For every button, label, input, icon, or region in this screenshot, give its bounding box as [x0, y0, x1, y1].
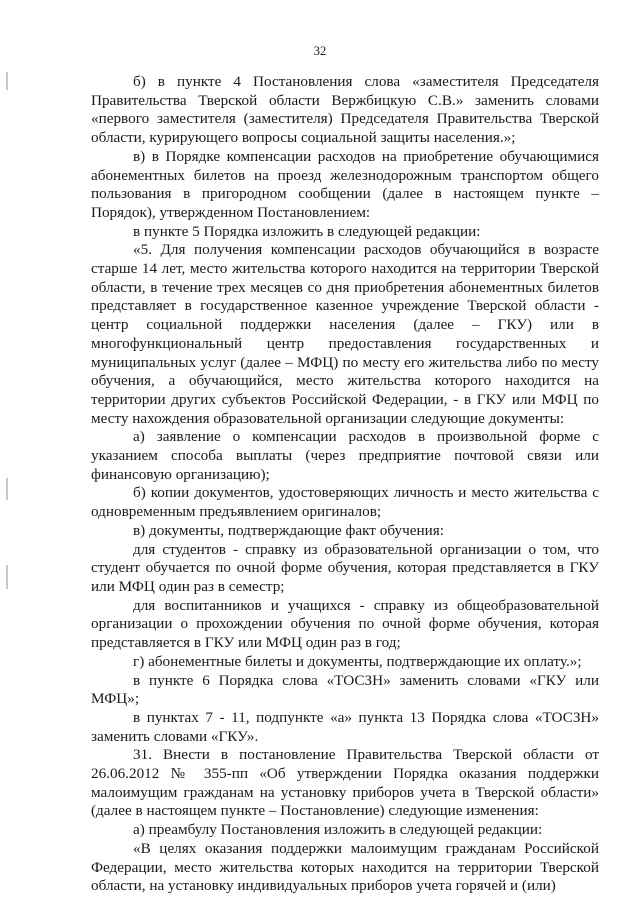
- paragraph: а) преамбулу Постановления изложить в следующей редакции:: [133, 821, 543, 839]
- paragraph: в пунктах 7 - 11, подпункте «а» пункта 13 Порядка слова «ТОСЗН» заменить словами «ГКУ».: [91, 708, 599, 745]
- margin-mark: [6, 72, 8, 90]
- page-number: 32: [313, 44, 327, 58]
- paragraph: а) заявление о компенсации расходов в произвольной форме с указанием способа выплаты (через предприятие почтовой связи или финансовую организацию);: [91, 428, 599, 483]
- paragraph: для воспитанников и учащихся - справку из общеобразовательной организации о прохождении обучения по очной форме обучения, которая представляется в ГКУ или МФЦ один раз в год;: [91, 596, 599, 652]
- margin-mark: [6, 565, 8, 589]
- paragraph: «В целях оказания поддержки малоимущим гражданам Российской Федерации, место жительства которых находится на территории Тверской области, на установку индивидуальных приборов учета горячей и (или): [91, 839, 599, 895]
- paragraph: в пункте 5 Порядка изложить в следующей редакции:: [133, 222, 481, 240]
- scan-margin-marks: [6, 0, 12, 905]
- paragraph: г) абонементные билеты и документы, подтверждающие их оплату.»;: [133, 652, 582, 670]
- paragraph: 31. Внести в постановление Правительства Тверской области от 26.06.2012 № 355-пп «Об утверждении Порядка оказания поддержки малоимущим гражданам на установку приборов учета в Тверской области» (далее в настоящем пункте – Постановление) следующие изменения:: [91, 746, 599, 820]
- paragraph: б) в пункте 4 Постановления слова «заместителя Председателя Правительства Тверской области Вержбицкую С.В.» заменить словами «первого заместителя (заместителя) Председателя Правительства Тверской области, курирующего вопросы социальной защиты населения.»;: [91, 73, 599, 147]
- paragraph: в пункте 6 Порядка слова «ТОСЗН» заменить словами «ГКУ или МФЦ»;: [91, 671, 599, 708]
- paragraph: в) документы, подтверждающие факт обучения:: [133, 521, 444, 539]
- margin-mark: [6, 478, 8, 500]
- paragraph: для студентов - справку из образовательной организации о том, что студент обучается по очной форме обучения, которая представляется в ГКУ или МФЦ один раз в семестр;: [91, 540, 599, 595]
- paragraph: б) копии документов, удостоверяющих личность и место жительства с одновременным предъявлением оригиналов;: [91, 484, 599, 521]
- paragraph: в) в Порядке компенсации расходов на приобретение обучающимися абонементных билетов на проезд железнодорожным транспортом общего пользования в пригородном сообщении (далее в настоящем пункте – Порядок), утвержденном Постановлением:: [91, 147, 599, 221]
- document-body: [91, 73, 599, 896]
- paragraph: «5. Для получения компенсации расходов обучающийся в возрасте старше 14 лет, место жительства которого находится на территории Тверской области, в течение трех месяцев со дня приобретения абонементных билетов представляет в государственное казенное учреждение Тверской области - центр социальной поддержки населения (далее – ГКУ) или в многофункциональный центр предоставления государственных и муниципальных услуг (далее – МФЦ) по месту его жительства либо по месту обучения, а обучающийся, место жительства которого находится на территории других субъектов Российской Федерации, - в ГКУ или МФЦ по месту нахождения образовательной организации следующие документы:: [91, 241, 599, 427]
